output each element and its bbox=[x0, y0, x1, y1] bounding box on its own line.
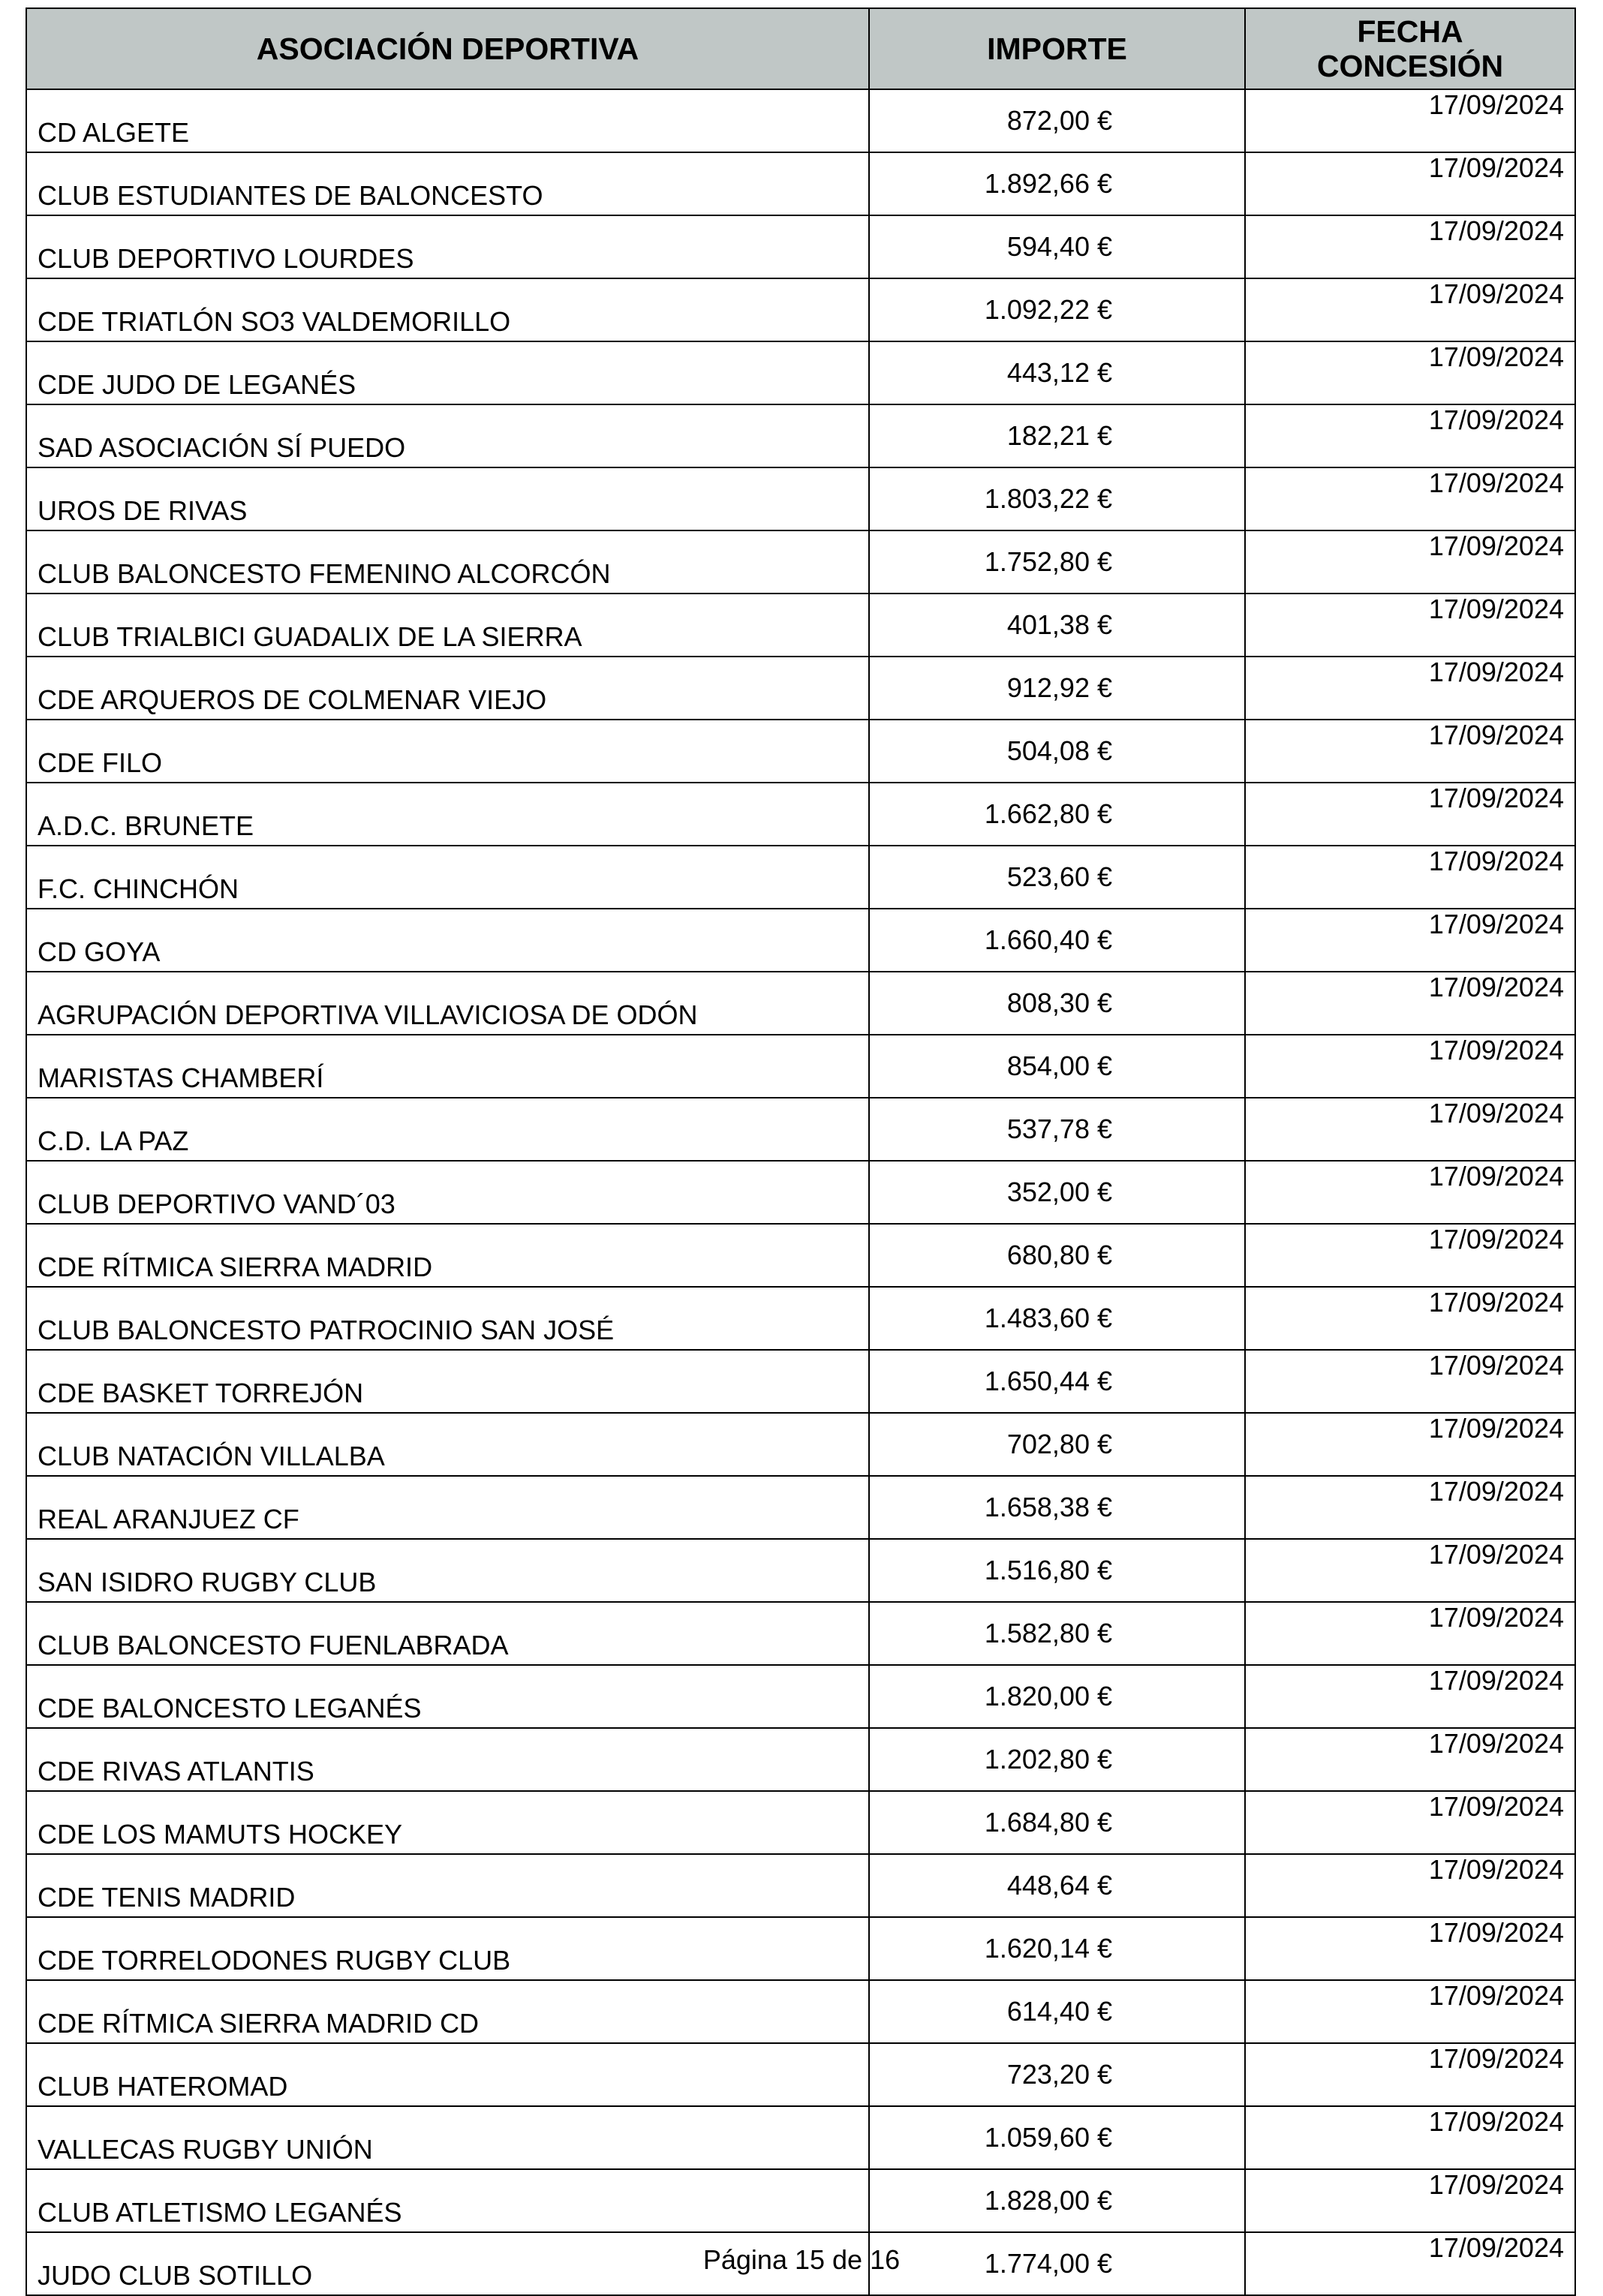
grant-date-cell bbox=[1245, 720, 1575, 783]
table-row bbox=[26, 1539, 1575, 1602]
amount-cell bbox=[869, 2169, 1245, 2232]
association-name-cell bbox=[26, 1602, 869, 1665]
association-name: C.D. LA PAZ bbox=[38, 1125, 189, 1156]
amount-cell bbox=[869, 404, 1245, 467]
table-row bbox=[26, 467, 1575, 530]
amount-value: 1.828,00 € bbox=[984, 2185, 1112, 2216]
amount-cell bbox=[869, 530, 1245, 594]
grant-date-cell bbox=[1245, 341, 1575, 404]
amount-value: 1.650,44 € bbox=[984, 1366, 1112, 1396]
grant-date-cell bbox=[1245, 783, 1575, 846]
association-name-cell bbox=[26, 1350, 869, 1413]
association-name: CDE RIVAS ATLANTIS bbox=[38, 1756, 314, 1787]
grant-date-value: 17/09/2024 bbox=[1428, 972, 1564, 1002]
grant-date-value: 17/09/2024 bbox=[1428, 404, 1564, 435]
amount-cell bbox=[869, 594, 1245, 657]
association-name-cell bbox=[26, 1917, 869, 1980]
table-row bbox=[26, 341, 1575, 404]
table-row bbox=[26, 1035, 1575, 1098]
grant-date-cell bbox=[1245, 909, 1575, 972]
grant-date-value: 17/09/2024 bbox=[1428, 1665, 1564, 1696]
table-row bbox=[26, 2043, 1575, 2106]
association-name-cell bbox=[26, 1224, 869, 1287]
association-name: CDE TORRELODONES RUGBY CLUB bbox=[38, 1945, 511, 1976]
association-name-cell bbox=[26, 972, 869, 1035]
header-grant-date bbox=[1245, 8, 1575, 89]
grant-date-cell bbox=[1245, 1413, 1575, 1476]
amount-cell bbox=[869, 846, 1245, 909]
grant-date-value: 17/09/2024 bbox=[1428, 909, 1564, 939]
association-name: CLUB TRIALBICI GUADALIX DE LA SIERRA bbox=[38, 621, 582, 652]
grant-date-value: 17/09/2024 bbox=[1428, 783, 1564, 813]
association-name: UROS DE RIVAS bbox=[38, 495, 248, 526]
grant-date-cell bbox=[1245, 2169, 1575, 2232]
association-name: CDE LOS MAMUTS HOCKEY bbox=[38, 1819, 403, 1850]
association-name: CDE ARQUEROS DE COLMENAR VIEJO bbox=[38, 684, 547, 715]
header-association: ASOCIACIÓN DEPORTIVA bbox=[26, 8, 869, 89]
amount-cell bbox=[869, 215, 1245, 278]
table-row bbox=[26, 1413, 1575, 1476]
grant-date-cell bbox=[1245, 1917, 1575, 1980]
association-name-cell bbox=[26, 1980, 869, 2043]
grant-date-cell bbox=[1245, 152, 1575, 215]
amount-cell bbox=[869, 909, 1245, 972]
association-name: A.D.C. BRUNETE bbox=[38, 810, 254, 841]
header-amount: IMPORTE bbox=[869, 8, 1245, 89]
amount-value: 1.582,80 € bbox=[984, 1618, 1112, 1648]
amount-value: 872,00 € bbox=[1006, 105, 1112, 136]
grant-date-cell bbox=[1245, 530, 1575, 594]
table-row bbox=[26, 594, 1575, 657]
table-header-row bbox=[26, 8, 1575, 89]
association-name: CLUB DEPORTIVO VAND´03 bbox=[38, 1189, 395, 1219]
grant-date-cell bbox=[1245, 1980, 1575, 2043]
amount-cell bbox=[869, 1728, 1245, 1791]
association-name-cell bbox=[26, 215, 869, 278]
amount-value: 1.483,60 € bbox=[984, 1303, 1112, 1333]
amount-cell bbox=[869, 720, 1245, 783]
amount-value: 702,80 € bbox=[1006, 1429, 1112, 1459]
grant-date-cell bbox=[1245, 1665, 1575, 1728]
amount-value: 443,12 € bbox=[1006, 357, 1112, 388]
association-name: REAL ARANJUEZ CF bbox=[38, 1504, 299, 1534]
association-name-cell bbox=[26, 1287, 869, 1350]
grant-date-value: 17/09/2024 bbox=[1428, 215, 1564, 246]
amount-cell bbox=[869, 1476, 1245, 1539]
amount-value: 1.752,80 € bbox=[984, 546, 1112, 577]
table-row bbox=[26, 2106, 1575, 2169]
table-row bbox=[26, 1980, 1575, 2043]
association-name-cell bbox=[26, 1098, 869, 1161]
grant-date-cell bbox=[1245, 1350, 1575, 1413]
grant-date-value: 17/09/2024 bbox=[1428, 1413, 1564, 1444]
association-name-cell bbox=[26, 1854, 869, 1917]
association-name: CDE BALONCESTO LEGANÉS bbox=[38, 1693, 422, 1724]
grant-date-value: 17/09/2024 bbox=[1428, 278, 1564, 309]
grant-date-value: 17/09/2024 bbox=[1428, 594, 1564, 624]
table-row bbox=[26, 1665, 1575, 1728]
grant-date-value: 17/09/2024 bbox=[1428, 657, 1564, 687]
amount-value: 1.662,80 € bbox=[984, 798, 1112, 829]
table-row bbox=[26, 657, 1575, 720]
association-name-cell bbox=[26, 909, 869, 972]
table-row bbox=[26, 1224, 1575, 1287]
grant-date-cell bbox=[1245, 1602, 1575, 1665]
association-name-cell bbox=[26, 404, 869, 467]
grant-date-value: 17/09/2024 bbox=[1428, 1224, 1564, 1255]
grant-date-cell bbox=[1245, 2106, 1575, 2169]
grant-date-value: 17/09/2024 bbox=[1428, 1161, 1564, 1192]
association-name-cell bbox=[26, 2169, 869, 2232]
amount-cell bbox=[869, 1035, 1245, 1098]
amount-cell bbox=[869, 972, 1245, 1035]
grant-date-value: 17/09/2024 bbox=[1428, 2106, 1564, 2137]
table-row bbox=[26, 1854, 1575, 1917]
association-name-cell bbox=[26, 846, 869, 909]
association-name: MARISTAS CHAMBERÍ bbox=[38, 1062, 324, 1093]
grant-date-value: 17/09/2024 bbox=[1428, 1287, 1564, 1318]
grant-date-cell bbox=[1245, 467, 1575, 530]
amount-value: 614,40 € bbox=[1006, 1996, 1112, 2027]
grant-date-cell bbox=[1245, 1098, 1575, 1161]
table-row bbox=[26, 1350, 1575, 1413]
amount-value: 1.059,60 € bbox=[984, 2122, 1112, 2153]
page-number: Página 15 de 16 bbox=[702, 2244, 901, 2275]
table-row bbox=[26, 215, 1575, 278]
table-row bbox=[26, 909, 1575, 972]
amount-cell bbox=[869, 1665, 1245, 1728]
grant-date-cell bbox=[1245, 594, 1575, 657]
amount-cell bbox=[869, 1980, 1245, 2043]
table-row bbox=[26, 152, 1575, 215]
amount-value: 401,38 € bbox=[1006, 609, 1112, 640]
table-row bbox=[26, 1476, 1575, 1539]
amount-value: 182,21 € bbox=[1006, 420, 1112, 451]
association-name-cell bbox=[26, 1161, 869, 1224]
amount-value: 1.892,66 € bbox=[984, 168, 1112, 199]
amount-value: 1.684,80 € bbox=[984, 1807, 1112, 1838]
association-name-cell bbox=[26, 530, 869, 594]
table-row bbox=[26, 1728, 1575, 1791]
amount-value: 523,60 € bbox=[1006, 861, 1112, 892]
amount-value: 504,08 € bbox=[1006, 735, 1112, 766]
amount-cell bbox=[869, 783, 1245, 846]
amount-cell bbox=[869, 2043, 1245, 2106]
grant-date-value: 17/09/2024 bbox=[1428, 720, 1564, 750]
association-name: CLUB DEPORTIVO LOURDES bbox=[38, 243, 414, 274]
grant-date-value: 17/09/2024 bbox=[1428, 530, 1564, 561]
table-row bbox=[26, 1602, 1575, 1665]
association-name: CDE JUDO DE LEGANÉS bbox=[38, 369, 356, 400]
grant-date-value: 17/09/2024 bbox=[1428, 152, 1564, 183]
association-name-cell bbox=[26, 657, 869, 720]
amount-value: 1.658,38 € bbox=[984, 1492, 1112, 1522]
association-name: JUDO CLUB SOTILLO bbox=[38, 2260, 313, 2291]
association-name-cell bbox=[26, 467, 869, 530]
association-name: CLUB HATEROMAD bbox=[38, 2071, 288, 2102]
grant-date-cell bbox=[1245, 1539, 1575, 1602]
amount-cell bbox=[869, 341, 1245, 404]
association-name: CDE TENIS MADRID bbox=[38, 1882, 296, 1913]
grant-date-cell bbox=[1245, 846, 1575, 909]
grant-date-cell bbox=[1245, 1161, 1575, 1224]
amount-cell bbox=[869, 1413, 1245, 1476]
grant-date-value: 17/09/2024 bbox=[1428, 1602, 1564, 1633]
header-grant-date-line2: CONCESIÓN bbox=[1316, 49, 1504, 83]
table-row bbox=[26, 404, 1575, 467]
grant-date-value: 17/09/2024 bbox=[1428, 1350, 1564, 1381]
grant-date-value: 17/09/2024 bbox=[1428, 2169, 1564, 2200]
grant-date-cell bbox=[1245, 1728, 1575, 1791]
grant-date-cell bbox=[1245, 1287, 1575, 1350]
amount-value: 594,40 € bbox=[1006, 231, 1112, 262]
table-body bbox=[26, 89, 1575, 2295]
association-name: CDE RÍTMICA SIERRA MADRID CD bbox=[38, 2008, 480, 2039]
grant-date-cell bbox=[1245, 1791, 1575, 1854]
amount-cell bbox=[869, 1350, 1245, 1413]
grant-date-cell bbox=[1245, 215, 1575, 278]
grant-date-cell bbox=[1245, 1035, 1575, 1098]
amount-value: 1.660,40 € bbox=[984, 924, 1112, 955]
association-name: AGRUPACIÓN DEPORTIVA VILLAVICIOSA DE ODÓN bbox=[38, 999, 698, 1030]
amount-value: 723,20 € bbox=[1006, 2059, 1112, 2090]
amount-value: 448,64 € bbox=[1006, 1870, 1112, 1901]
association-name-cell bbox=[26, 2106, 869, 2169]
association-name: CDE BASKET TORREJÓN bbox=[38, 1378, 364, 1408]
grant-date-cell bbox=[1245, 2043, 1575, 2106]
grant-date-value: 17/09/2024 bbox=[1428, 2043, 1564, 2074]
table-row bbox=[26, 783, 1575, 846]
association-name-cell bbox=[26, 783, 869, 846]
amount-value: 1.516,80 € bbox=[984, 1555, 1112, 1585]
amount-cell bbox=[869, 2106, 1245, 2169]
amount-value: 1.803,22 € bbox=[984, 483, 1112, 514]
table-row bbox=[26, 1791, 1575, 1854]
amount-value: 537,78 € bbox=[1006, 1113, 1112, 1144]
grant-date-cell bbox=[1245, 278, 1575, 341]
grant-date-cell bbox=[1245, 1476, 1575, 1539]
association-name-cell bbox=[26, 341, 869, 404]
association-name: CLUB ATLETISMO LEGANÉS bbox=[38, 2197, 402, 2228]
association-name: CLUB ESTUDIANTES DE BALONCESTO bbox=[38, 180, 543, 211]
table-row bbox=[26, 1098, 1575, 1161]
amount-value: 352,00 € bbox=[1006, 1177, 1112, 1207]
amount-value: 1.820,00 € bbox=[984, 1681, 1112, 1711]
amount-cell bbox=[869, 1602, 1245, 1665]
association-name-cell bbox=[26, 1413, 869, 1476]
header-grant-date-line1: FECHA bbox=[1357, 14, 1463, 49]
association-name-cell bbox=[26, 720, 869, 783]
grant-date-cell bbox=[1245, 657, 1575, 720]
grant-date-value: 17/09/2024 bbox=[1428, 1098, 1564, 1128]
amount-cell bbox=[869, 1854, 1245, 1917]
table-row bbox=[26, 1161, 1575, 1224]
association-name: CD GOYA bbox=[38, 936, 161, 967]
association-name: CLUB BALONCESTO FUENLABRADA bbox=[38, 1630, 509, 1660]
association-name-cell bbox=[26, 594, 869, 657]
association-name: CLUB NATACIÓN VILLALBA bbox=[38, 1441, 385, 1471]
association-name-cell bbox=[26, 1665, 869, 1728]
association-name-cell bbox=[26, 1791, 869, 1854]
amount-cell bbox=[869, 1224, 1245, 1287]
subsidies-table bbox=[26, 8, 1576, 2296]
table-row bbox=[26, 1287, 1575, 1350]
association-name-cell bbox=[26, 1539, 869, 1602]
grant-date-cell bbox=[1245, 89, 1575, 152]
grant-date-value: 17/09/2024 bbox=[1428, 89, 1564, 120]
association-name-cell bbox=[26, 1035, 869, 1098]
association-name-cell bbox=[26, 152, 869, 215]
amount-cell bbox=[869, 1539, 1245, 1602]
amount-value: 680,80 € bbox=[1006, 1240, 1112, 1270]
grant-date-value: 17/09/2024 bbox=[1428, 1476, 1564, 1507]
amount-cell bbox=[869, 1098, 1245, 1161]
amount-value: 854,00 € bbox=[1006, 1050, 1112, 1081]
table-row bbox=[26, 1917, 1575, 1980]
grant-date-value: 17/09/2024 bbox=[1428, 1917, 1564, 1948]
grant-date-cell bbox=[1245, 1854, 1575, 1917]
grant-date-cell bbox=[1245, 1224, 1575, 1287]
amount-cell bbox=[869, 278, 1245, 341]
table-row bbox=[26, 278, 1575, 341]
grant-date-value: 17/09/2024 bbox=[1428, 1980, 1564, 2011]
grant-date-value: 17/09/2024 bbox=[1428, 1728, 1564, 1759]
table-row bbox=[26, 846, 1575, 909]
amount-value: 912,92 € bbox=[1006, 672, 1112, 703]
grant-date-value: 17/09/2024 bbox=[1428, 1791, 1564, 1822]
association-name: CDE FILO bbox=[38, 747, 163, 778]
table-row bbox=[26, 89, 1575, 152]
association-name: CD ALGETE bbox=[38, 117, 190, 148]
association-name-cell bbox=[26, 278, 869, 341]
amount-cell bbox=[869, 1917, 1245, 1980]
association-name: SAN ISIDRO RUGBY CLUB bbox=[38, 1567, 377, 1597]
association-name: CDE RÍTMICA SIERRA MADRID bbox=[38, 1252, 433, 1282]
grant-date-value: 17/09/2024 bbox=[1428, 341, 1564, 372]
grant-date-cell bbox=[1245, 404, 1575, 467]
amount-value: 1.620,14 € bbox=[984, 1933, 1112, 1964]
association-name: CDE TRIATLÓN SO3 VALDEMORILLO bbox=[38, 306, 511, 337]
amount-value: 808,30 € bbox=[1006, 987, 1112, 1018]
association-name: VALLECAS RUGBY UNIÓN bbox=[38, 2134, 373, 2165]
amount-value: 1.774,00 € bbox=[984, 2248, 1112, 2279]
amount-cell bbox=[869, 1791, 1245, 1854]
association-name-cell bbox=[26, 1728, 869, 1791]
association-name-cell bbox=[26, 2043, 869, 2106]
grant-date-cell bbox=[1245, 972, 1575, 1035]
amount-value: 1.092,22 € bbox=[984, 294, 1112, 325]
amount-cell bbox=[869, 152, 1245, 215]
amount-cell bbox=[869, 657, 1245, 720]
association-name: F.C. CHINCHÓN bbox=[38, 873, 239, 904]
association-name: SAD ASOCIACIÓN SÍ PUEDO bbox=[38, 432, 406, 463]
grant-date-value: 17/09/2024 bbox=[1428, 467, 1564, 498]
table-row bbox=[26, 972, 1575, 1035]
grant-date-value: 17/09/2024 bbox=[1428, 1539, 1564, 1570]
association-name: CLUB BALONCESTO PATROCINIO SAN JOSÉ bbox=[38, 1315, 615, 1345]
grant-date-value: 17/09/2024 bbox=[1428, 1854, 1564, 1885]
association-name: CLUB BALONCESTO FEMENINO ALCORCÓN bbox=[38, 558, 611, 589]
association-name-cell bbox=[26, 1476, 869, 1539]
grant-date-value: 17/09/2024 bbox=[1428, 1035, 1564, 1065]
table-row bbox=[26, 530, 1575, 594]
grant-date-value: 17/09/2024 bbox=[1428, 846, 1564, 876]
table-row bbox=[26, 720, 1575, 783]
amount-cell bbox=[869, 1161, 1245, 1224]
association-name-cell bbox=[26, 89, 869, 152]
amount-cell bbox=[869, 1287, 1245, 1350]
table-row bbox=[26, 2169, 1575, 2232]
amount-cell bbox=[869, 89, 1245, 152]
amount-value: 1.202,80 € bbox=[984, 1744, 1112, 1775]
amount-cell bbox=[869, 467, 1245, 530]
grant-date-value: 17/09/2024 bbox=[1428, 2232, 1564, 2263]
